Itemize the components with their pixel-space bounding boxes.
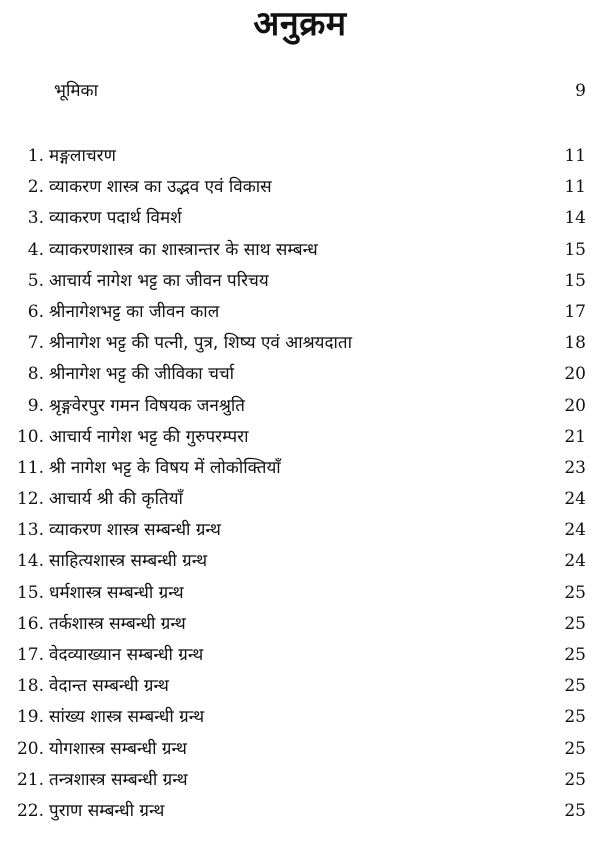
toc-entry-title: मङ्गलाचरण (49, 146, 116, 166)
toc-entry-number: 6. (27, 301, 44, 322)
toc-entry-number: 14. (16, 551, 44, 572)
toc-entry (0, 797, 600, 828)
toc-entry-number: 21. (16, 769, 44, 790)
toc-entry (0, 423, 600, 454)
toc-entry (0, 360, 600, 391)
toc-entry-title: तन्त्रशास्त्र सम्बन्धी ग्रन्थ (49, 769, 188, 790)
toc-entry-title: धर्मशास्त्र सम्बन्धी ग्रन्थ (49, 582, 184, 603)
toc-entry-number: 8. (27, 364, 44, 385)
toc-entry-number: 17. (16, 645, 44, 665)
toc-entry-number: 1. (27, 146, 44, 166)
toc-entry-title: आचार्य नागेश भट्ट की गुरुपरम्परा (49, 426, 249, 447)
toc-entry (0, 641, 600, 672)
toc-entry-title: व्याकरण शास्त्र का उद्भव एवं विकास (49, 177, 272, 198)
toc-entry-page-number: 24 (564, 551, 586, 572)
toc-entry-number: 13. (16, 520, 44, 541)
toc-entry (0, 485, 600, 516)
toc-entry-page-number: 21 (564, 426, 586, 447)
toc-entry-title: श्रीनागेश भट्ट की पत्नी, पुत्र, शिष्य एवं आश्रयदाता (49, 333, 353, 354)
toc-entry-title: सांख्य शास्त्र सम्बन्धी ग्रन्थ (49, 707, 205, 728)
toc-entry-number: 7. (27, 333, 44, 354)
toc-entry-title: श्रीनागेशभट्ट का जीवन काल (49, 301, 220, 322)
toc-entry-page-number: 25 (564, 707, 586, 728)
toc-entry-title: व्याकरणशास्त्र का शास्त्रान्तर के साथ सम्बन्ध (49, 239, 318, 260)
toc-entry-number: 20. (16, 738, 44, 759)
table-of-contents (0, 142, 600, 828)
toc-entry (0, 703, 600, 734)
toc-entry-number: 9. (27, 395, 44, 416)
toc-entry-title: आचार्य श्री की कृतियाँ (49, 489, 183, 510)
toc-entry-title: श्रृङ्गवेरपुर गमन विषयक जनश्रुति (49, 395, 245, 416)
toc-entry (0, 173, 600, 204)
toc-entry-title: व्याकरण पदार्थ विमर्श (49, 208, 182, 229)
preface-label: भूमिका (54, 81, 98, 101)
toc-entry-page-number: 11 (564, 177, 586, 198)
toc-entry-title: वेदान्त सम्बन्धी ग्रन्थ (49, 676, 169, 697)
toc-entry (0, 735, 600, 766)
toc-entry-number: 3. (27, 208, 44, 229)
toc-entry-page-number: 17 (564, 301, 586, 322)
toc-entry-number: 16. (16, 613, 44, 634)
toc-entry-page-number: 25 (564, 769, 586, 790)
page-title: अनुक्रम (253, 4, 347, 44)
toc-entry-title: श्री नागेश भट्ट के विषय में लोकोक्तियाँ (49, 457, 281, 478)
toc-entry-number: 22. (16, 800, 44, 821)
toc-entry (0, 579, 600, 610)
toc-entry (0, 454, 600, 485)
toc-entry-title: वेदव्याख्यान सम्बन्धी ग्रन्थ (49, 645, 204, 665)
toc-entry-title: श्रीनागेश भट्ट की जीविका चर्चा (49, 364, 235, 385)
toc-entry (0, 547, 600, 578)
toc-entry-title: व्याकरण शास्त्र सम्बन्धी ग्रन्थ (49, 520, 221, 541)
toc-entry-page-number: 24 (564, 489, 586, 510)
toc-entry-number: 4. (27, 239, 44, 260)
preface-page-number: 9 (575, 81, 586, 101)
toc-entry-page-number: 25 (564, 800, 586, 821)
toc-entry-number: 5. (27, 270, 44, 291)
toc-entry-page-number: 15 (564, 239, 586, 260)
toc-entry-page-number: 25 (564, 645, 586, 665)
toc-entry-number: 2. (27, 177, 44, 198)
toc-entry-title: आचार्य नागेश भट्ट का जीवन परिचय (49, 270, 269, 291)
toc-entry-number: 19. (16, 707, 44, 728)
toc-entry (0, 329, 600, 360)
toc-entry-page-number: 14 (564, 208, 586, 229)
toc-entry-page-number: 11 (564, 146, 586, 166)
toc-entry-page-number: 20 (564, 395, 586, 416)
toc-entry (0, 516, 600, 547)
toc-entry-page-number: 25 (564, 582, 586, 603)
toc-entry-number: 15. (16, 582, 44, 603)
toc-entry-page-number: 18 (564, 333, 586, 354)
toc-entry-page-number: 15 (564, 270, 586, 291)
toc-entry (0, 672, 600, 703)
toc-entry-page-number: 25 (564, 676, 586, 697)
toc-entry (0, 392, 600, 423)
toc-preface-row (54, 78, 586, 104)
toc-entry-title: पुराण सम्बन्धी ग्रन्थ (49, 800, 165, 821)
toc-entry-number: 11. (16, 457, 44, 478)
toc-entry-page-number: 20 (564, 364, 586, 385)
toc-entry-title: योगशास्त्र सम्बन्धी ग्रन्थ (49, 738, 187, 759)
toc-entry (0, 766, 600, 797)
toc-entry-page-number: 24 (564, 520, 586, 541)
toc-entry-number: 10. (16, 426, 44, 447)
toc-entry-title: तर्कशास्त्र सम्बन्धी ग्रन्थ (49, 613, 186, 634)
toc-entry (0, 236, 600, 267)
toc-entry-title: साहित्यशास्त्र सम्बन्धी ग्रन्थ (49, 551, 208, 572)
toc-entry-page-number: 25 (564, 613, 586, 634)
toc-entry (0, 610, 600, 641)
toc-entry (0, 204, 600, 235)
toc-entry-number: 18. (16, 676, 44, 697)
toc-entry (0, 142, 600, 173)
toc-entry (0, 298, 600, 329)
toc-entry-number: 12. (16, 489, 44, 510)
toc-entry-page-number: 23 (564, 457, 586, 478)
toc-entry (0, 267, 600, 298)
toc-entry-page-number: 25 (564, 738, 586, 759)
